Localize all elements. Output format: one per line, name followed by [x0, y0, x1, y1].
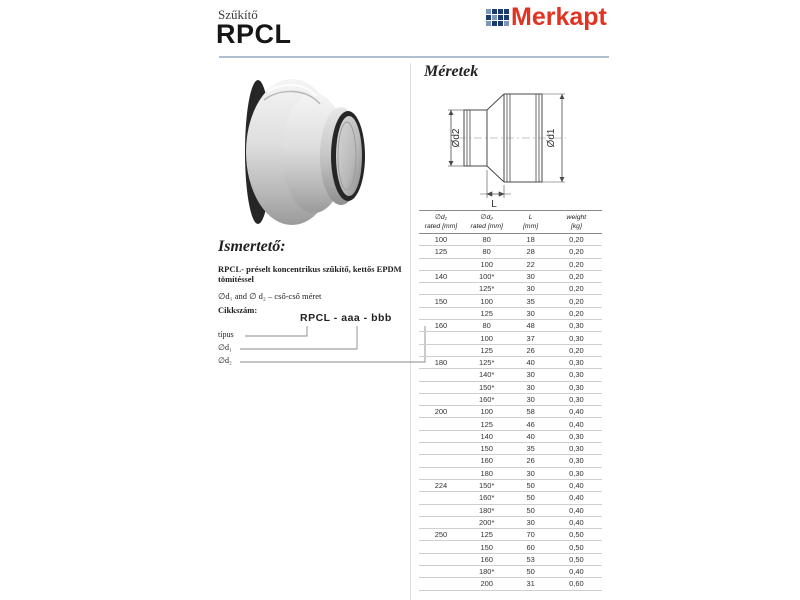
table-cell: 125: [463, 529, 511, 541]
table-row: [419, 332, 602, 344]
table-cell: [419, 566, 463, 578]
table-cell: 48: [510, 320, 550, 332]
table-cell: 22: [510, 258, 550, 270]
table-cell: 0,40: [551, 406, 602, 418]
table-cell: 100: [463, 406, 511, 418]
logo-grid-icon: [486, 9, 509, 26]
table-cell: 160*: [463, 393, 511, 405]
table-cell: 0,20: [551, 344, 602, 356]
article-number-label: Cikkszám:: [218, 305, 258, 315]
table-cell: 37: [510, 332, 550, 344]
dimensions-table-body: [419, 234, 602, 591]
technical-drawing: [442, 86, 582, 210]
table-row: [419, 541, 602, 553]
table-row: [419, 566, 602, 578]
table-cell: 80: [463, 234, 511, 246]
table-cell: 150: [419, 295, 463, 307]
table-cell: [419, 430, 463, 442]
table-cell: 150: [463, 443, 511, 455]
header-d1: ∅d₁ rated [mm]: [419, 211, 463, 234]
table-cell: [419, 578, 463, 590]
table-cell: 0,50: [551, 541, 602, 553]
table-cell: 250: [419, 529, 463, 541]
product-subtitle: Szűkítő: [218, 7, 258, 22]
table-cell: 160: [463, 455, 511, 467]
table-cell: 0,30: [551, 455, 602, 467]
header-weight: weight [kg]: [551, 211, 602, 234]
table-cell: [419, 393, 463, 405]
table-cell: 160: [463, 553, 511, 565]
table-cell: 80: [463, 320, 511, 332]
table-cell: [419, 344, 463, 356]
table-cell: [419, 332, 463, 344]
table-cell: 0,20: [551, 270, 602, 282]
table-cell: 100: [463, 258, 511, 270]
table-cell: 125: [463, 344, 511, 356]
table-cell: 30: [510, 381, 550, 393]
order-code: RPCL - aaa - bbb: [300, 312, 392, 324]
table-row: [419, 455, 602, 467]
table-row: [419, 516, 602, 528]
table-cell: 70: [510, 529, 550, 541]
table-cell: 30: [510, 393, 550, 405]
code-legend-d2: ∅d₂: [218, 356, 232, 365]
table-cell: 140: [419, 270, 463, 282]
table-cell: 0,20: [551, 283, 602, 295]
table-cell: [419, 541, 463, 553]
table-cell: 30: [510, 369, 550, 381]
table-cell: 58: [510, 406, 550, 418]
table-cell: [419, 418, 463, 430]
table-row: [419, 553, 602, 565]
table-cell: 0,30: [551, 381, 602, 393]
table-cell: 35: [510, 295, 550, 307]
table-row: [419, 283, 602, 295]
table-cell: 30: [510, 516, 550, 528]
table-cell: 125: [463, 418, 511, 430]
table-cell: 0,30: [551, 356, 602, 368]
table-cell: 0,30: [551, 430, 602, 442]
table-cell: 0,30: [551, 443, 602, 455]
table-cell: 0,30: [551, 320, 602, 332]
table-row: [419, 504, 602, 516]
code-legend-d1: ∅d₁: [218, 343, 232, 352]
table-cell: 160: [419, 320, 463, 332]
table-cell: 80: [463, 246, 511, 258]
table-cell: 0,50: [551, 553, 602, 565]
table-cell: 0,50: [551, 529, 602, 541]
table-row: [419, 467, 602, 479]
table-header-row: [419, 211, 602, 234]
table-row: [419, 320, 602, 332]
table-cell: [419, 467, 463, 479]
code-legend-tipus: típus: [218, 330, 234, 339]
table-cell: 150*: [463, 479, 511, 491]
table-cell: 100: [463, 295, 511, 307]
table-cell: [419, 553, 463, 565]
table-cell: [419, 381, 463, 393]
merkapt-logo: [486, 5, 607, 30]
table-cell: [419, 492, 463, 504]
table-cell: 200: [463, 578, 511, 590]
table-row: [419, 381, 602, 393]
table-cell: 31: [510, 578, 550, 590]
table-row: [419, 258, 602, 270]
table-row: [419, 479, 602, 491]
table-cell: 18: [510, 234, 550, 246]
table-cell: 40: [510, 356, 550, 368]
table-cell: 50: [510, 492, 550, 504]
table-row: [419, 418, 602, 430]
table-row: [419, 578, 602, 590]
table-cell: 0,40: [551, 479, 602, 491]
table-cell: 28: [510, 246, 550, 258]
table-row: [419, 356, 602, 368]
table-row: [419, 492, 602, 504]
table-cell: 35: [510, 443, 550, 455]
table-row: [419, 270, 602, 282]
dimensions-table-head: [419, 211, 602, 234]
table-cell: 180*: [463, 566, 511, 578]
table-row: [419, 344, 602, 356]
table-cell: 0,20: [551, 295, 602, 307]
table-cell: 30: [510, 270, 550, 282]
table-cell: 100*: [463, 270, 511, 282]
dimensions-table: [419, 210, 602, 591]
table-cell: 0,60: [551, 578, 602, 590]
table-cell: 53: [510, 553, 550, 565]
table-cell: 0,30: [551, 369, 602, 381]
table-cell: 0,30: [551, 467, 602, 479]
table-cell: 160*: [463, 492, 511, 504]
table-cell: 60: [510, 541, 550, 553]
table-cell: 50: [510, 566, 550, 578]
product-description: RPCL- préselt koncentrikus szűkítő, kettős EPDM tömítéssel: [218, 264, 402, 284]
table-cell: 200*: [463, 516, 511, 528]
table-cell: 150*: [463, 381, 511, 393]
table-cell: 0,20: [551, 258, 602, 270]
dimension-note: ∅d₁ and ∅ d₂ – cső-cső méret: [218, 291, 322, 301]
table-cell: 50: [510, 479, 550, 491]
header-l: L [mm]: [510, 211, 550, 234]
table-row: [419, 430, 602, 442]
table-cell: 26: [510, 455, 550, 467]
table-row: [419, 307, 602, 319]
product-title: RPCL: [216, 19, 292, 49]
table-cell: 30: [510, 307, 550, 319]
section-title-meretek: Méretek: [424, 63, 479, 80]
table-cell: [419, 307, 463, 319]
table-cell: 26: [510, 344, 550, 356]
table-cell: 140*: [463, 369, 511, 381]
drawing-label-d2: Ød2: [451, 128, 462, 148]
table-cell: 140: [463, 430, 511, 442]
table-cell: 180*: [463, 504, 511, 516]
table-row: [419, 406, 602, 418]
table-cell: 40: [510, 430, 550, 442]
table-cell: 125*: [463, 283, 511, 295]
table-cell: 0,20: [551, 234, 602, 246]
table-cell: 200: [419, 406, 463, 418]
logo-text: Merkapt: [511, 3, 607, 31]
table-cell: 100: [419, 234, 463, 246]
drawing-label-d1: Ød1: [546, 128, 557, 148]
table-cell: [419, 369, 463, 381]
table-row: [419, 295, 602, 307]
table-cell: [419, 455, 463, 467]
table-cell: [419, 283, 463, 295]
table-row: [419, 443, 602, 455]
table-row: [419, 529, 602, 541]
table-cell: 224: [419, 479, 463, 491]
table-cell: 0,20: [551, 307, 602, 319]
table-cell: 0,40: [551, 566, 602, 578]
table-cell: [419, 504, 463, 516]
table-cell: 50: [510, 504, 550, 516]
table-cell: 30: [510, 467, 550, 479]
table-cell: 0,40: [551, 418, 602, 430]
table-cell: 125*: [463, 356, 511, 368]
drawing-label-l: L: [491, 199, 497, 210]
table-cell: 150: [463, 541, 511, 553]
table-cell: 46: [510, 418, 550, 430]
table-cell: 0,30: [551, 393, 602, 405]
table-cell: 30: [510, 283, 550, 295]
table-cell: 0,30: [551, 332, 602, 344]
table-cell: 0,40: [551, 504, 602, 516]
table-cell: 180: [463, 467, 511, 479]
header-divider: [219, 56, 609, 58]
table-cell: 0,40: [551, 492, 602, 504]
table-cell: 0,40: [551, 516, 602, 528]
table-row: [419, 234, 602, 246]
product-photo: [228, 66, 393, 238]
section-title-ismerteto: Ismertető:: [218, 238, 286, 255]
table-row: [419, 246, 602, 258]
table-cell: [419, 258, 463, 270]
code-callout-lines: [240, 320, 435, 370]
table-row: [419, 369, 602, 381]
table-cell: 100: [463, 332, 511, 344]
header-d2: ∅d₂ rated [mm]: [463, 211, 511, 234]
table-cell: 125: [419, 246, 463, 258]
table-row: [419, 393, 602, 405]
table-cell: 0,20: [551, 246, 602, 258]
table-cell: 180: [419, 356, 463, 368]
table-cell: [419, 443, 463, 455]
table-cell: [419, 516, 463, 528]
table-cell: 125: [463, 307, 511, 319]
